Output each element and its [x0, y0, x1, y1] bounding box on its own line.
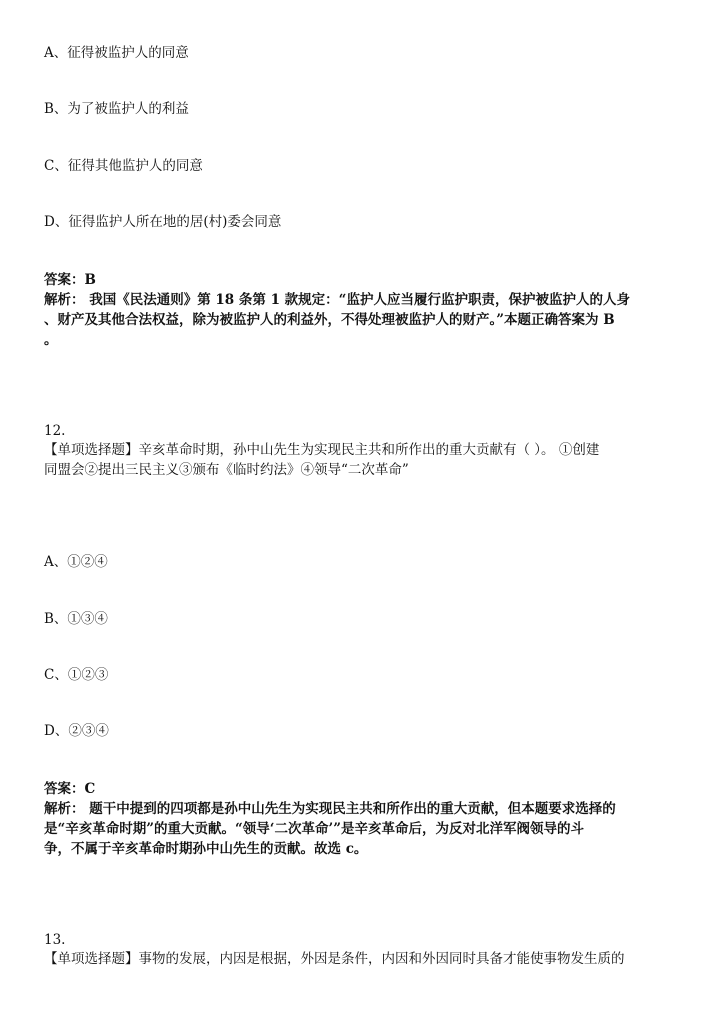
- q11-option-d: D、征得监护人所在地的居(村)委会同意: [44, 214, 282, 230]
- q11-answer-block: [44, 270, 676, 350]
- q11-option-c: C、征得其他监护人的同意: [44, 158, 203, 174]
- q12-option-a: A、①②④: [44, 554, 108, 570]
- q11-analysis-line-1: 解析： 我国《民法通则》第 18 条第 1 款规定：“监护人应当履行监护职责，保护被监护人的人身: [44, 292, 630, 308]
- q12-analysis-line-3: 争，不属于辛亥革命时期孙中山先生的贡献。故选 c。: [44, 841, 368, 857]
- q12-stem-line-1: 【单项选择题】辛亥革命时期，孙中山先生为实现民主共和所作出的重大贡献有（ ）。 ①创建: [44, 442, 600, 458]
- q12-option-d: D、②③④: [44, 723, 109, 739]
- q12-number: 12.: [44, 423, 66, 439]
- q12-block: [44, 422, 680, 480]
- q11-analysis-line-3: 。: [44, 332, 58, 348]
- q11-option-b: B、为了被监护人的利益: [44, 101, 189, 117]
- q13-block: [44, 931, 680, 969]
- q13-stem-line-1: 【单项选择题】事物的发展，内因是根据，外因是条件，内因和外因同时具备才能使事物发生质的: [44, 951, 625, 967]
- q12-answer-block: [44, 779, 676, 859]
- q11-analysis-line-2: 、财产及其他合法权益，除为被监护人的利益外，不得处理被监护人的财产。”本题正确答案为 B: [44, 312, 615, 328]
- q11-answer: 答案：B: [44, 272, 96, 288]
- q12-option-c: C、①②③: [44, 667, 109, 683]
- q12-stem-line-2: 同盟会②提出三民主义③颁布《临时约法》④领导“二次革命”: [44, 462, 409, 478]
- q11-option-a: A、征得被监护人的同意: [44, 45, 189, 61]
- q12-analysis-line-2: 是“辛亥革命时期”的重大贡献。“领导‘二次革命’”是辛亥革命后，为反对北洋军阀领导的斗: [44, 821, 584, 837]
- q12-option-b: B、①③④: [44, 611, 108, 627]
- q13-number: 13.: [44, 932, 66, 948]
- q12-analysis-line-1: 解析： 题干中提到的四项都是孙中山先生为实现民主共和所作出的重大贡献，但本题要求选择的: [44, 801, 616, 817]
- q12-answer: 答案：C: [44, 781, 96, 797]
